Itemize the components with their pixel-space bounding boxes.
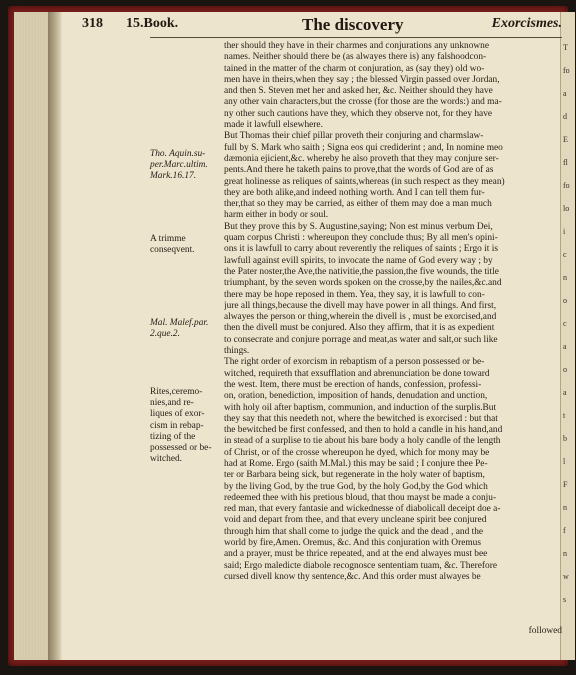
text-line: the bewitched be first confessed, and then to hold a candle in his hand,and [224, 425, 503, 436]
text-line: on, oration, benediction, imposition of hands, denudation and unction, [224, 391, 488, 402]
text-line: harm either in body or soul. [224, 210, 329, 221]
margin-note-line: 2.que.2. [150, 329, 180, 340]
text-line: ny other such cautions have they, which they observe not, for they have [224, 108, 493, 119]
text-line: But they prove this by S. Augustine,saying; Non est minus verbum Dei, [224, 221, 493, 232]
text-line: cursed divell know thy sentence,&c. And this order must alwayes be [224, 571, 481, 582]
facing-page-fragment: lo [563, 204, 570, 213]
text-line: in stead of a surplise to tie about his bare body a holy candle of the length [224, 436, 501, 447]
text-line: full by S. Mark who saith ; Signa eos qui crediderint ; and, In nomine meo [224, 142, 503, 153]
margin-note-line: Mark.16.17. [150, 171, 197, 182]
text-line: triumphant, by the seven words spoken on the crosse,by the nailes,&c.and [224, 278, 502, 289]
facing-page-fragment: o [563, 365, 567, 374]
text-line: then the divell must be conjured. Also they affirm, that it is as expedient [224, 323, 495, 334]
text-line: dæmonia ejicient,&c. whereby he also proveth that they may conjure ser- [224, 153, 499, 164]
margin-note-line: tizing of the [150, 431, 196, 442]
margin-note-trimme [150, 234, 220, 256]
text-line: any other vain characters,but the crosse (for those are the words:) and ma- [224, 97, 502, 108]
text-line: ter or Barbara being sick, but regenerate in the holy water of baptism, [224, 470, 485, 481]
facing-page-fragment: a [563, 388, 567, 397]
margin-note-line: witched. [150, 454, 183, 465]
margin-note-line: per.Marc.ultim. [150, 160, 208, 171]
running-title: The discovery [302, 15, 404, 34]
margin-note-malef [150, 318, 220, 340]
page-number: 318 [82, 16, 103, 31]
text-line: had at Rome. Ergo (saith M.Mal.) this may be said ; I conjure thee Pe- [224, 458, 488, 469]
facing-page-edge [560, 12, 575, 660]
text-line: they say that this needeth not, where the bewitched is exorcised : but that [224, 413, 498, 424]
margin-note-line: possessed or be- [150, 443, 212, 454]
margin-note-rites [150, 387, 220, 465]
text-line: names. Neither should there be (as alwayes there is) any falshoodcon- [224, 52, 487, 63]
text-line: through him that shall come to judge the quick and the dead , and the [224, 526, 484, 537]
book-number: 15.Book. [126, 16, 179, 31]
text-line: lawfull against evill spirits, to invocate the name of God every way ; by [224, 255, 493, 266]
facing-page-fragment: fo [563, 181, 570, 190]
text-line: The right order of exorcism in rebaptism of a person possessed or be- [224, 357, 485, 368]
facing-page-fragment: d [563, 112, 567, 121]
text-line: void and depart from thee, and that every uncleane spirit bee conjured [224, 515, 487, 526]
facing-page-fragment: a [563, 342, 567, 351]
text-line: things. [224, 346, 250, 357]
text-line: tained in the matter of the charm ot conjuration, as (say they) old wo- [224, 63, 485, 74]
margin-note-line: Mal. Malef.par. [150, 318, 209, 328]
text-line: they are both alike,and indeed nothing worth. And I can tell them fur- [224, 187, 485, 198]
facing-page-fragment: b [563, 434, 567, 443]
facing-page-fragment: w [563, 572, 569, 581]
facing-page-fragment: o [563, 296, 567, 305]
facing-page-fragment: E [563, 135, 568, 144]
main-text [224, 41, 562, 583]
header-rule [150, 37, 562, 38]
text-line: witched, requireth that exsufflation and abrenunciation be done toward [224, 368, 490, 379]
text-line: red man, that every fantasie and wickednesse of diabolicall deceipt doe a- [224, 504, 501, 515]
facing-page-fragment: f [563, 526, 566, 535]
margin-note-line: Tho. Aquin.su- [150, 149, 206, 159]
margin-note-line: A trimme [150, 234, 186, 244]
text-line: and a prayer, must be thrice repeated, and at the end alwayes must bee [224, 549, 488, 560]
facing-page-fragment: c [563, 319, 567, 328]
facing-page-fragment: fo [563, 66, 570, 75]
facing-page-fragment: n [563, 273, 567, 282]
margin-note-line: conseqvent. [150, 245, 195, 256]
text-line: and then S. Steven met her and asked her, &c. Neither should they have [224, 86, 493, 97]
text-line: ther,that so they may be carried, as either of them may doe a man much [224, 199, 492, 210]
margin-note-line: Rites,ceremo- [150, 387, 203, 397]
facing-page-fragment: l [563, 457, 566, 466]
catchword: followed [528, 626, 562, 636]
facing-page-fragment: fl [563, 158, 568, 167]
text-line: redeemed thee with his pretious bloud, that thou mayst be made a conju- [224, 492, 497, 503]
page-edges [14, 12, 49, 660]
facing-page-fragment: i [563, 227, 566, 236]
text-line: made it lawfull elsewhere. [224, 120, 323, 131]
page-gutter [48, 12, 62, 660]
facing-page-fragment: n [563, 503, 567, 512]
text-line: jure all things,because the divell may have power in all things. And first, [224, 300, 497, 311]
text-line: alwayes the person or thing,wherein the divell is , must be exorcised,and [224, 312, 497, 323]
facing-page-fragment: t [563, 411, 566, 420]
text-line: of Christ, or of the crosse whereupon he dyed, which for mony may be [224, 447, 490, 458]
text-line: ther should they have in their charmes and conjurations any unknowne [224, 41, 490, 51]
text-line: world by fire,Amen. Oremus, &c. And this conjuration with Oremus [224, 538, 481, 549]
margin-note-line: liques of exor- [150, 409, 205, 420]
page-header [82, 16, 562, 36]
facing-page-fragment: T [563, 43, 568, 52]
text-line: the Pater noster,the Ave,the nativitie,the passion,the five wounds, the title [224, 266, 499, 277]
facing-page-fragment: a [563, 89, 567, 98]
margin-note-line: nies,and re- [150, 398, 194, 409]
text-line: ons it is lawfull to carry about reverently the reliques of saints ; Ergo it is [224, 244, 498, 255]
text-line: with holy oil after baptism, communion, and induction of the surplis.But [224, 402, 497, 413]
text-line: pents.And there he taketh pains to prove,that the words of God are of as [224, 165, 494, 176]
text-line: the west. Item, there must be erection of hands, confession, professi- [224, 379, 482, 390]
margin-note-line: cism in rebap- [150, 420, 204, 431]
text-line: by the living God, by the true God, by the holy God,by the God which [224, 481, 488, 492]
text-line: men have in theirs,when they say ; the blessed Virgin passed over Jordan, [224, 74, 500, 85]
facing-page-fragment: n [563, 549, 567, 558]
text-line: great holinesse as reliques of saints,whereas (in such respect as they mean) [224, 176, 505, 187]
text-line: there may be hope reposed in them. Yea, they say, it is lawfull to con- [224, 289, 485, 300]
text-line: But Thomas their chief pillar proveth their conjuring and charmslaw- [224, 131, 484, 142]
text-line: quam corpus Christi : whereupon they conclude thus; By all men's opini- [224, 233, 498, 244]
right-title: Exorcismes. [491, 16, 562, 31]
text-line: to consecrate and conjure porrage and meat,as water and salt,or such like [224, 334, 498, 345]
facing-page-fragment: F [563, 480, 568, 489]
facing-page-fragment: s [563, 595, 567, 604]
facing-page-fragment: c [563, 250, 567, 259]
margin-note-aquinas [150, 149, 220, 183]
text-line: said; Ergo maledicte diabole recognosce sententiam tuam, &c. Therefore [224, 560, 497, 571]
